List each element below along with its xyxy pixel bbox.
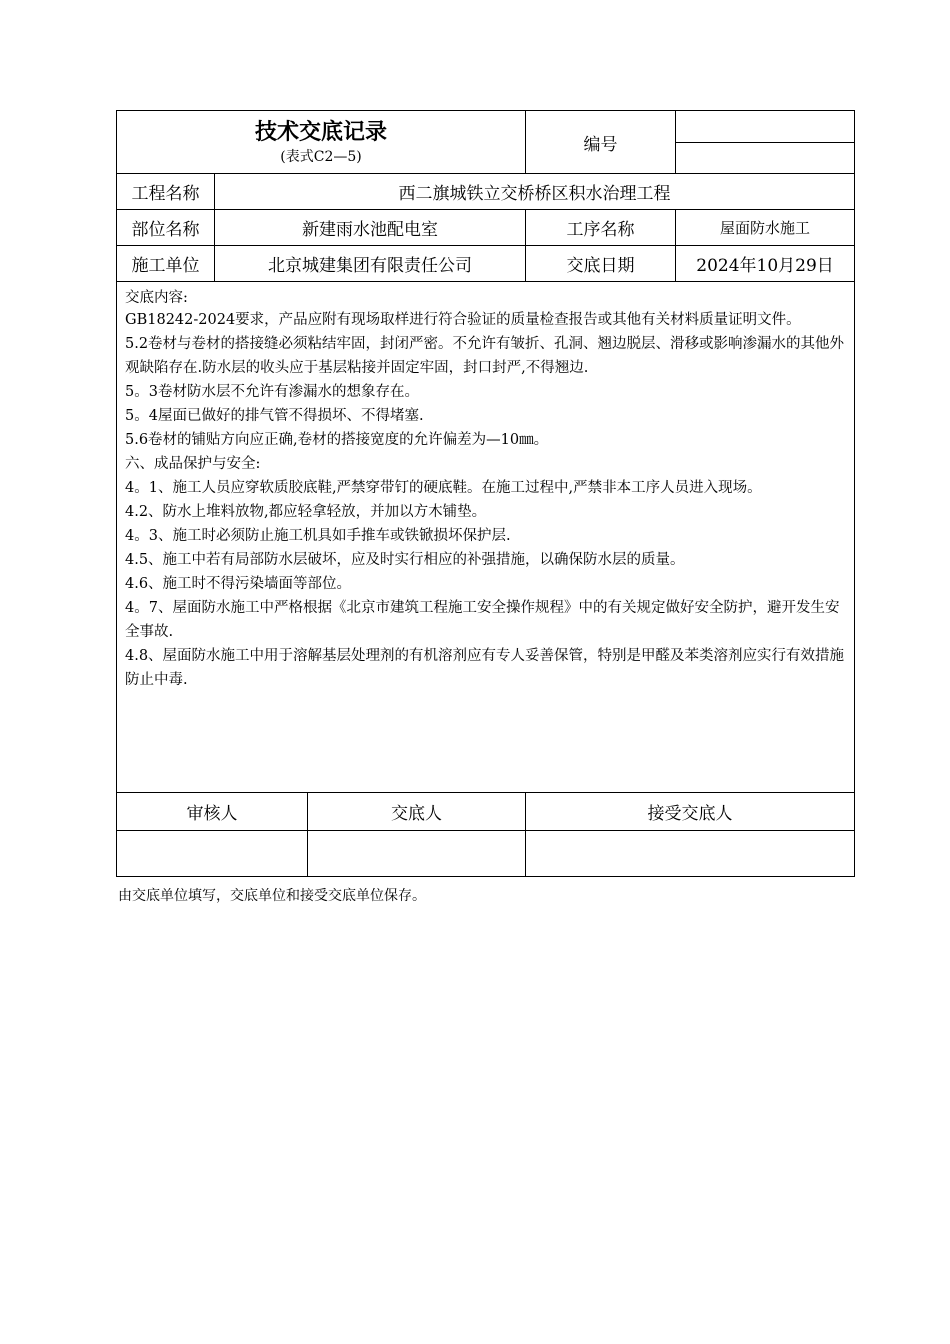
technical-disclosure-form [116,110,855,877]
number-label: 编号 [526,111,676,174]
content-paragraph: 六、成品保护与安全: [125,456,261,472]
disclosure-content [117,282,855,793]
content-paragraph: 4.6、施工时不得污染墙面等部位。 [125,576,352,592]
content-paragraph: 5.6卷材的铺贴方向应正确,卷材的搭接宽度的允许偏差为—10㎜。 [125,432,549,448]
content-paragraph: 4.2、防水上堆料放物,都应轻拿轻放，并加以方木铺垫。 [125,504,487,520]
content-heading: 交底内容: [125,290,188,306]
date-label: 交底日期 [526,246,676,282]
discloser-signature-field [308,831,526,877]
location-label: 部位名称 [117,210,215,246]
content-paragraph: 4。3、施工时必须防止施工机具如手推车或铁锨损坏保护层. [125,528,511,544]
form-title-cell [117,111,526,174]
location-value: 新建雨水池配电室 [215,210,526,246]
number-field-top [676,111,855,143]
content-paragraph: 4.5、施工中若有局部防水层破坏，应及时实行相应的补强措施，以确保防水层的质量。 [125,552,685,568]
content-paragraph: 5.2卷材与卷材的搭接缝必须粘结牢固，封闭严密。不允许有皱折、孔洞、翘边脱层、滑移或影响渗漏水的其他外观缺陷存在.防水层的收头应于基层粘接并固定牢固，封口封严,不得翘边. [125,336,845,376]
content-paragraph: 5。4屋面已做好的排气管不得损坏、不得堵塞. [125,408,424,424]
project-name-value: 西二旗城铁立交桥桥区积水治理工程 [215,174,855,210]
form-title: 技术交底记录 [255,119,388,145]
content-paragraph: 5。3卷材防水层不允许有渗漏水的想象存在。 [125,384,419,400]
number-field-bottom [676,142,855,174]
process-label: 工序名称 [526,210,676,246]
content-paragraph: GB18242-2024要求，产品应附有现场取样进行符合验证的质量检查报告或其他有关材料质量证明文件。 [125,312,801,328]
contractor-label: 施工单位 [117,246,215,282]
receiver-label: 接受交底人 [526,793,855,831]
process-value: 屋面防水施工 [676,210,855,246]
content-paragraph: 4。1、施工人员应穿软质胶底鞋,严禁穿带钉的硬底鞋。在施工过程中,严禁非本工序人员进入现场。 [125,480,762,496]
discloser-label: 交底人 [308,793,526,831]
receiver-signature-field [526,831,855,877]
project-name-label: 工程名称 [117,174,215,210]
content-paragraph: 4。7、屋面防水施工中严格根据《北京市建筑工程施工安全操作规程》中的有关规定做好安全防护，避开发生安全事故. [125,600,840,640]
contractor-value: 北京城建集团有限责任公司 [215,246,526,282]
reviewer-label: 审核人 [117,793,308,831]
footnote: 由交底单位填写，交底单位和接受交底单位保存。 [118,888,426,904]
reviewer-signature-field [117,831,308,877]
content-paragraph: 4.8、屋面防水施工中用于溶解基层处理剂的有机溶剂应有专人妥善保管，特别是甲醛及苯类溶剂应实行有效措施防止中毒. [125,648,845,688]
date-value: 2024年10月29日 [676,246,855,282]
form-subtitle: (表式C2—5) [280,149,362,165]
